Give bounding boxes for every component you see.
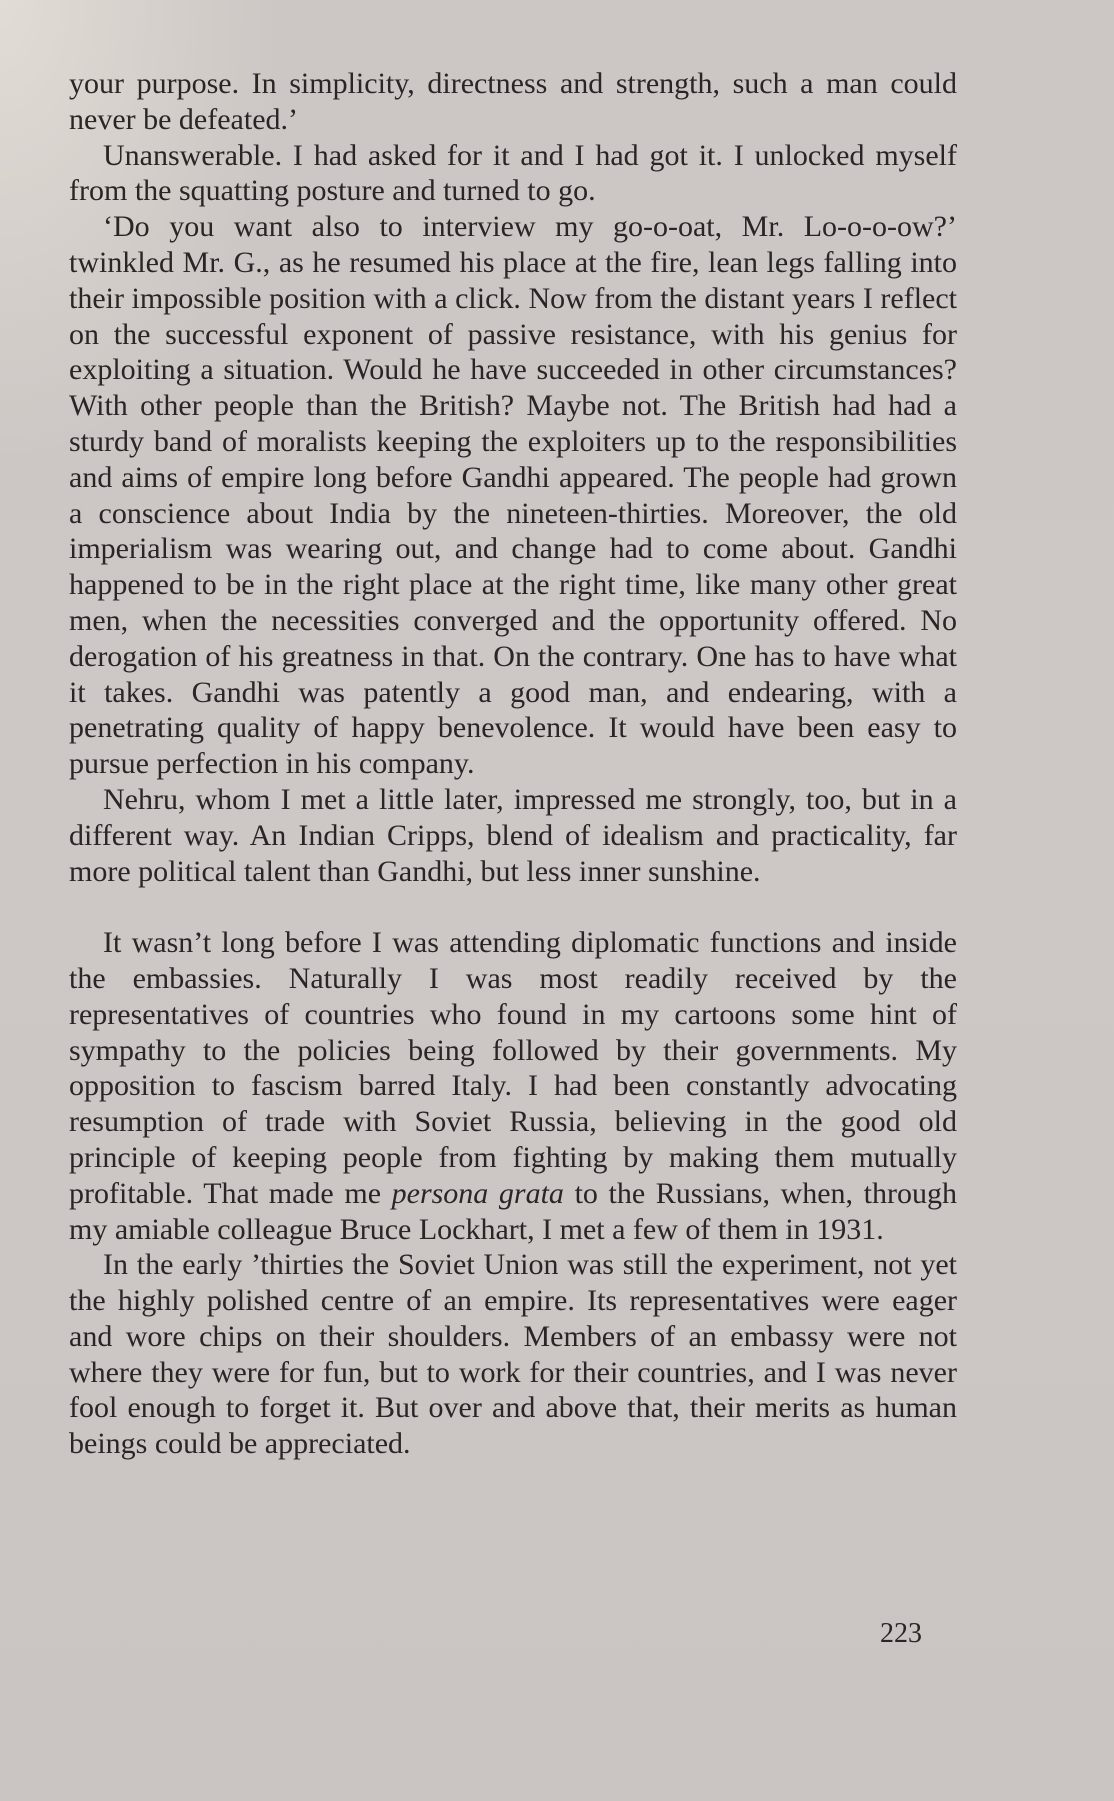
body-text [69,66,957,1462]
paragraph-soviet-union: In the early ’thirties the Soviet Union was still the experiment, not yet the highly polished centre of an empire. Its representatives were eager and wore chips on their shoulders. Members of an embassy were not where they were for fun, but to work for their countries, and I was never fool enough to forget it. But over and above that, their merits as human beings could be appreciated. [69,1248,957,1461]
paragraph-nehru: Nehru, whom I met a little later, impressed me strongly, too, but in a different way. An Indian Cripps, blend of idealism and practicality, far more political talent than Gandhi, but less inner sunshine. [69,782,957,888]
paragraph-unanswerable: Unanswerable. I had asked for it and I had got it. I unlocked myself from the squatting posture and turned to go. [69,138,957,208]
embassies-text-after: to the Russians, when, through my amiable colleague Bruce Lockhart, I met a few of them in 1931. [69,1176,958,1246]
page-number: 223 [880,1618,922,1649]
embassies-text-before: It wasn’t long before I was attending diplomatic functions and inside the embassies. Naturally I was most readily received by the representatives of countries who found in my cartoons some hint of sympathy to the policies being followed by their governments. My opposition to fascism barred Italy. I had been constantly advocating resumption of trade with Soviet Russia, believing in the good old principle of keeping people from fighting by making them mutually profitable. That made me [69,926,957,1210]
italic-persona-grata: persona grata [391,1176,564,1210]
paragraph-gandhi: ‘Do you want also to interview my go-o-oat, Mr. Lo-o-o-ow?’ twinkled Mr. G., as he resumed his place at the fire, lean legs falling into their impossible position with a click. Now from the distant years I reflect on the successful exponent of passive resistance, with his genius for exploiting a situation. Would he have succeeded in other circumstances? With other people than the British? Maybe not. The British had had a sturdy band of moralists keeping the exploiters up to the responsibilities and aims of empire long before Gandhi appeared. The people had grown a conscience about India by the nineteen-thirties. Moreover, the old imperialism was wearing out, and change had to come about. Gandhi happened to be in the right place at the right time, like many other great men, when the necessities converged and the opportunity offered. No derogation of his greatness in that. On the contrary. One has to have what it takes. Gandhi was patently a good man, and endearing, with a penetrating quality of happy benevolence. It would have been easy to pursue perfection in his company. [69,210,957,781]
paragraph-continuation: your purpose. In simplicity, directness and strength, such a man could never be defeated.’ [69,67,957,136]
paragraph-embassies [69,925,957,1247]
section-break [69,889,957,925]
